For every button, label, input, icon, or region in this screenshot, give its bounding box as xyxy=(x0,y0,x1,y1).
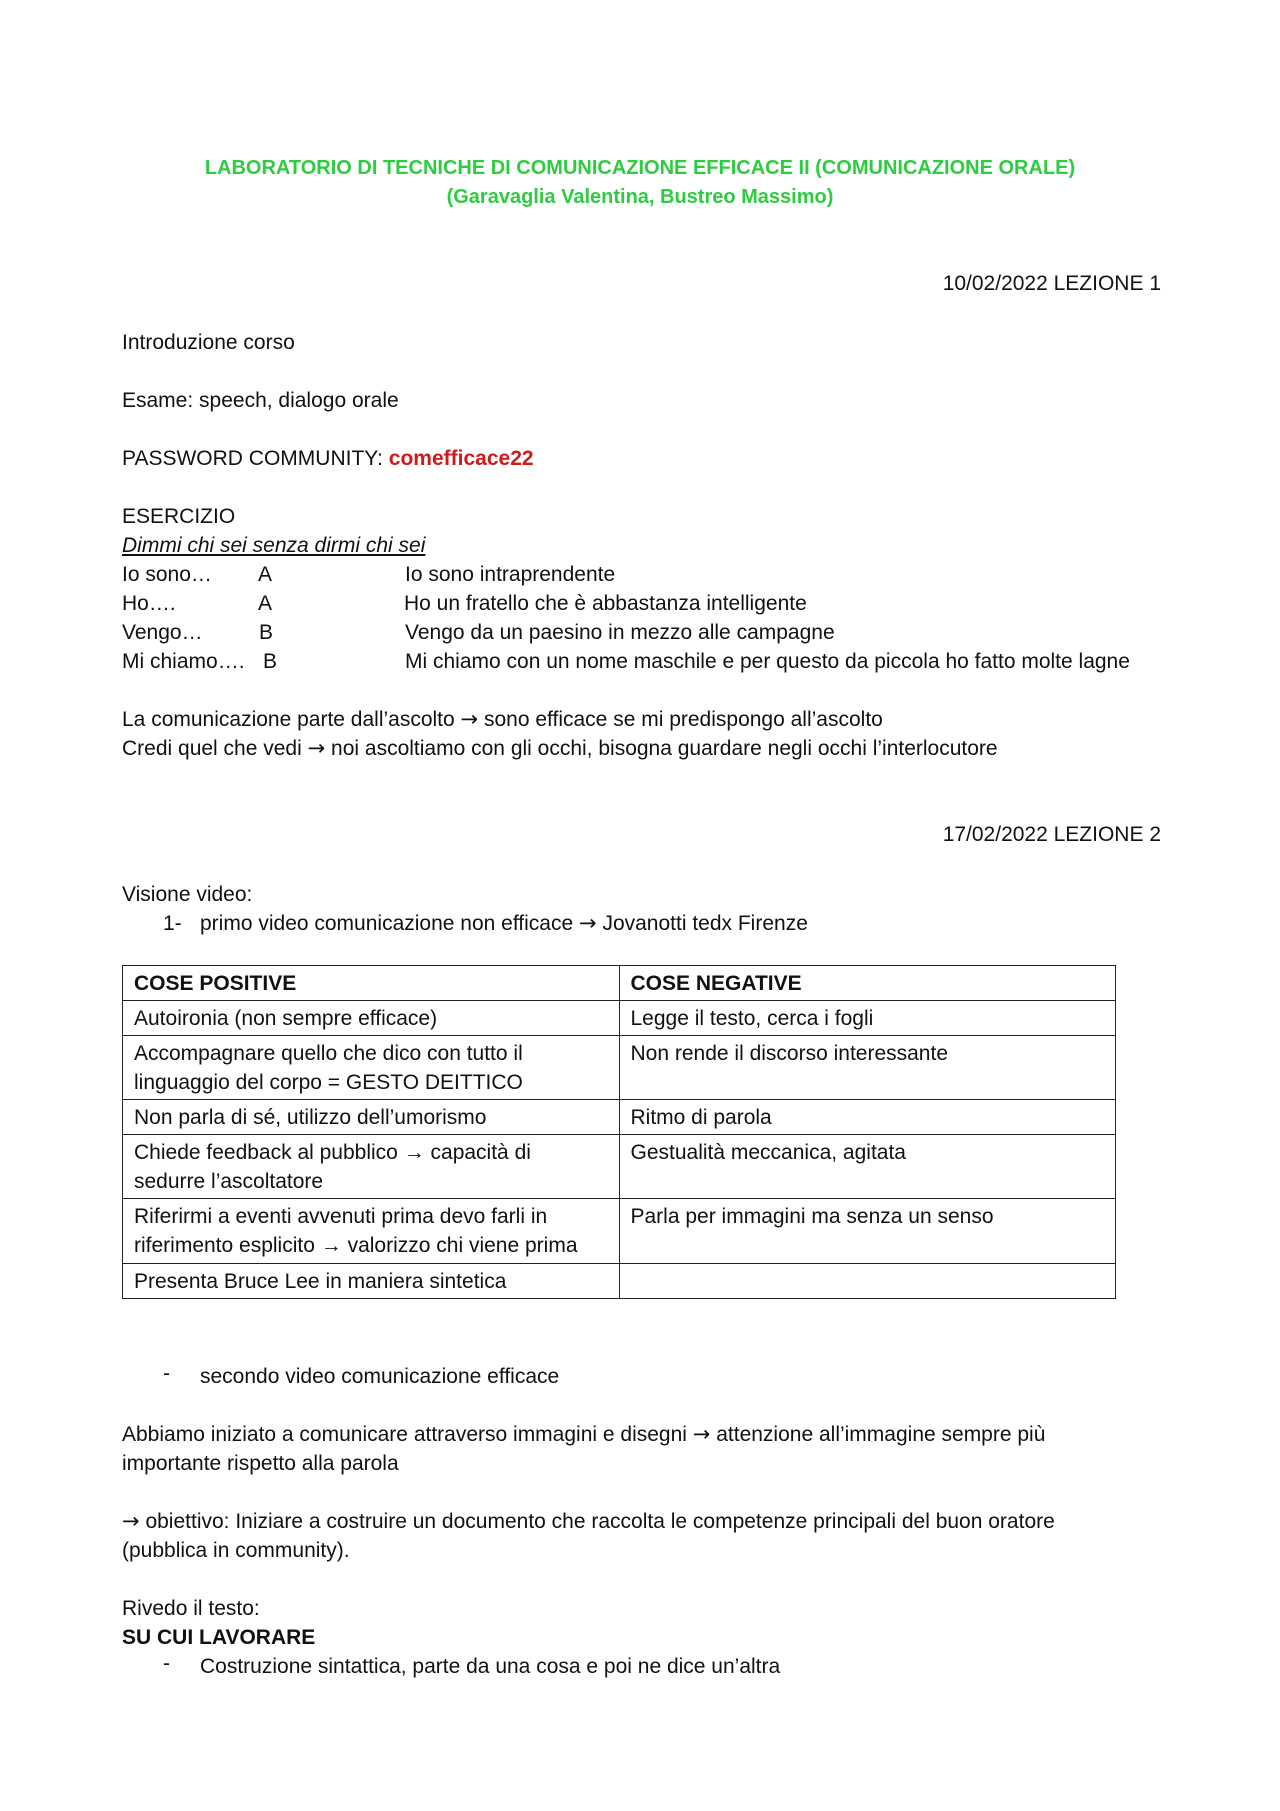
exercise-answer: Mi chiamo con un nome maschile e per questo da piccola ho fatto molte lagne xyxy=(405,650,1130,673)
table-cell: Non parla di sé, utilizzo dell’umorismo xyxy=(123,1100,620,1135)
lesson2-date: 17/02/2022 LEZIONE 2 xyxy=(942,823,1161,846)
exercise-subtitle: Dimmi chi sei senza dirmi chi sei xyxy=(122,534,426,557)
list-number: 1- xyxy=(163,912,182,935)
arrow-right-icon: → xyxy=(692,1422,711,1446)
password-label: PASSWORD COMMUNITY: xyxy=(122,447,389,470)
list-item-2: secondo video comunicazione efficace xyxy=(200,1365,560,1388)
para1-part-a: Abbiamo iniziato a comunicare attraverso immagini e disegni xyxy=(122,1423,693,1446)
table-row xyxy=(123,1199,1116,1264)
table-cell: Autoironia (non sempre efficace) xyxy=(123,1001,620,1036)
intro-text: Introduzione corso xyxy=(122,331,295,354)
comparison-table xyxy=(122,965,1116,1299)
para1-part-b: attenzione all’immagine sempre più xyxy=(710,1423,1046,1446)
table-row xyxy=(123,1001,1116,1036)
table-cell: Presenta Bruce Lee in maniera sintetica xyxy=(123,1264,620,1299)
document-authors: (Garavaglia Valentina, Bustreo Massimo) xyxy=(446,186,834,208)
note2-part-b: noi ascoltiamo con gli occhi, bisogna guardare negli occhi l’interlocutore xyxy=(325,737,998,760)
lesson1-date: 10/02/2022 LEZIONE 1 xyxy=(942,272,1161,295)
table-header-row xyxy=(123,966,1116,1001)
item1-part-b: Jovanotti tedx Firenze xyxy=(596,912,808,935)
paragraph-1-continued: importante rispetto alla parola xyxy=(122,1452,399,1475)
table-row xyxy=(123,1135,1116,1199)
note1-part-b: sono efficace se mi predispongo all’ascolto xyxy=(478,708,883,731)
note1-part-a: La comunicazione parte dall’ascolto xyxy=(122,708,461,731)
exercise-title: ESERCIZIO xyxy=(122,505,236,528)
paragraph-2-continued: (pubblica in community). xyxy=(122,1539,350,1562)
table-cell: Legge il testo, cerca i fogli xyxy=(619,1001,1116,1036)
table-row xyxy=(123,1036,1116,1100)
exercise-letter: B xyxy=(259,621,274,644)
note-line-1 xyxy=(122,705,883,734)
work-item: Costruzione sintattica, parte da una cosa e poi ne dice un’altra xyxy=(200,1655,781,1678)
document-title: LABORATORIO DI TECNICHE DI COMUNICAZIONE EFFICACE II (COMUNICAZIONE ORALE) xyxy=(204,157,1076,179)
table-cell: Riferirmi a eventi avvenuti prima devo farli in riferimento esplicito → valorizzo chi viene prima xyxy=(123,1199,620,1264)
paragraph-2 xyxy=(122,1507,1055,1536)
table-cell: Ritmo di parola xyxy=(619,1100,1116,1135)
work-heading: SU CUI LAVORARE xyxy=(122,1626,316,1649)
table-header-cell: COSE POSITIVE xyxy=(123,966,620,1001)
arrow-right-icon: → xyxy=(460,707,479,731)
table-cell: Gestualità meccanica, agitata xyxy=(619,1135,1116,1199)
table-cell xyxy=(619,1264,1116,1299)
exam-text: Esame: speech, dialogo orale xyxy=(122,389,399,412)
exercise-letter: A xyxy=(258,563,273,586)
arrow-right-icon: → xyxy=(122,1509,140,1533)
exercise-answer: Ho un fratello che è abbastanza intelligente xyxy=(404,592,807,615)
video-heading: Visione video: xyxy=(122,883,253,906)
password-value: comefficace22 xyxy=(388,447,534,470)
item1-part-a: primo video comunicazione non efficace xyxy=(200,912,579,935)
arrow-right-icon: → xyxy=(307,736,326,760)
exercise-answer: Io sono intraprendente xyxy=(405,563,616,586)
review-heading: Rivedo il testo: xyxy=(122,1597,260,1620)
table-header-cell: COSE NEGATIVE xyxy=(619,966,1116,1001)
table-cell: Non rende il discorso interessante xyxy=(619,1036,1116,1100)
exercise-prompt: Ho…. xyxy=(122,592,176,615)
table-row xyxy=(123,1264,1116,1299)
bullet-dash: - xyxy=(163,1652,170,1675)
exercise-letter: A xyxy=(258,592,273,615)
table-cell: Chiede feedback al pubblico → capacità di sedurre l’ascoltatore xyxy=(123,1135,620,1199)
exercise-prompt: Io sono… xyxy=(122,563,212,586)
list-item-1 xyxy=(200,909,808,938)
note-line-2 xyxy=(122,734,998,763)
exercise-prompt: Mi chiamo…. xyxy=(122,650,245,673)
table-cell: Parla per immagini ma senza un senso xyxy=(619,1199,1116,1264)
arrow-right-icon: → xyxy=(579,911,597,935)
bullet-dash: - xyxy=(163,1362,170,1385)
note2-part-a: Credi quel che vedi xyxy=(122,737,308,760)
table-row xyxy=(123,1100,1116,1135)
paragraph-1 xyxy=(122,1420,1045,1449)
table-cell: Accompagnare quello che dico con tutto il linguaggio del corpo = GESTO DEITTICO xyxy=(123,1036,620,1100)
password-line xyxy=(122,444,534,473)
exercise-answer: Vengo da un paesino in mezzo alle campagne xyxy=(405,621,835,644)
para2-part-a: obiettivo: Iniziare a costruire un documento che raccolta le competenze principali del buon oratore xyxy=(139,1510,1055,1533)
exercise-letter: B xyxy=(263,650,278,673)
exercise-prompt: Vengo… xyxy=(122,621,203,644)
